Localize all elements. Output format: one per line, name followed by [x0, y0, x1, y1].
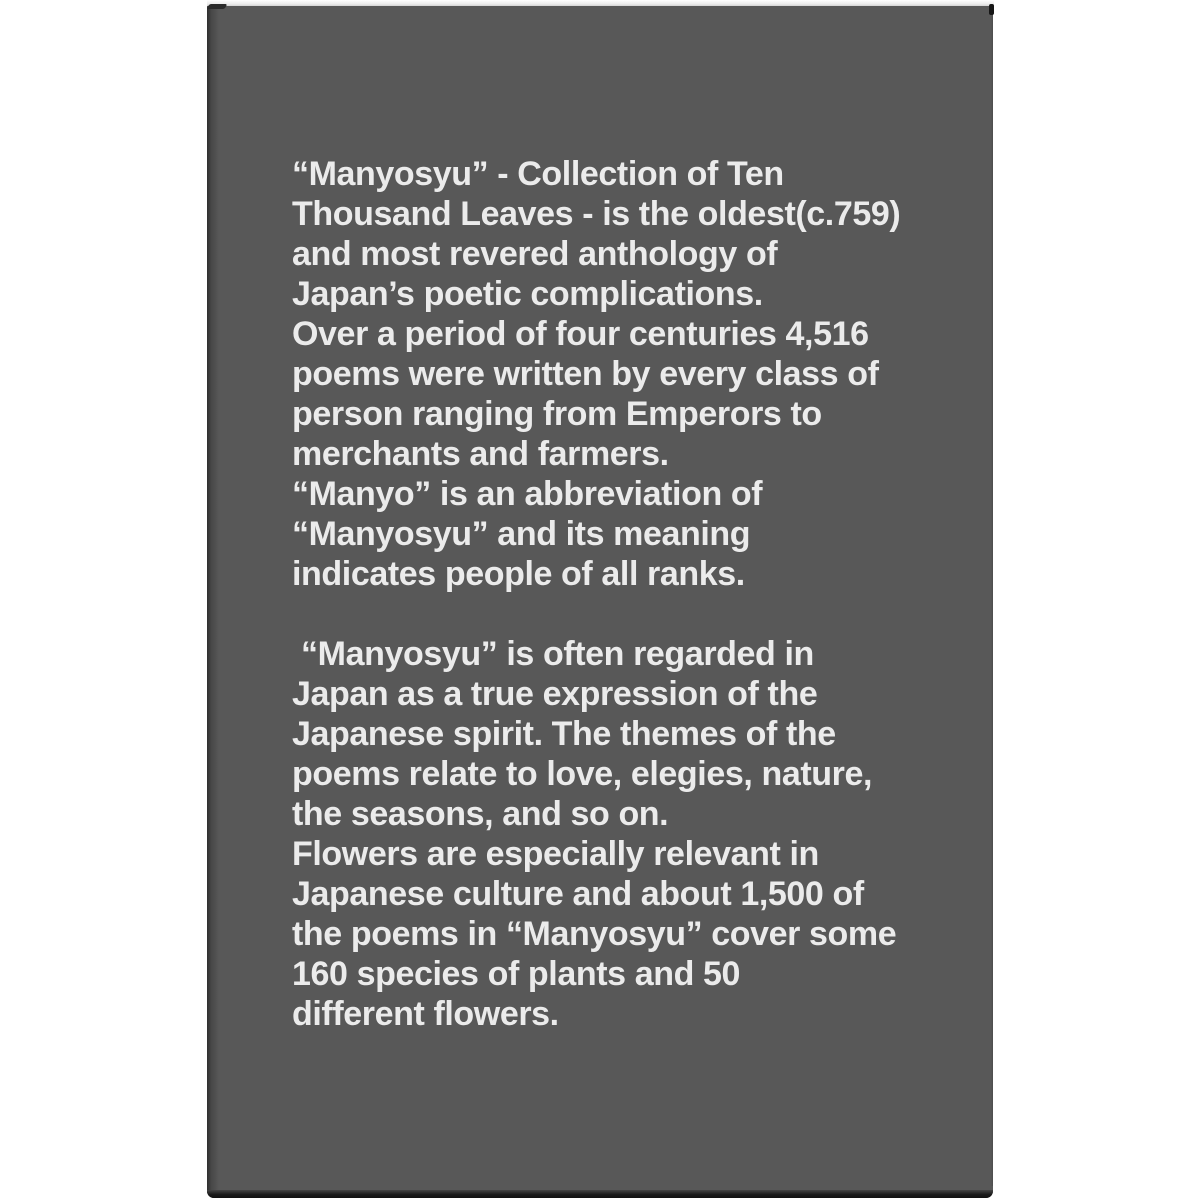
text-line: “Manyosyu” and its meaning [292, 515, 751, 553]
text-line: “Manyosyu” - Collection of Ten [292, 155, 784, 193]
text-line: poems were written by every class of [292, 355, 879, 393]
canvas-top-right-notch [989, 4, 994, 15]
text-line: “Manyo” is an abbreviation of [292, 475, 763, 513]
description-text-block [292, 154, 997, 1034]
text-line: Japan’s poetic complications. [292, 275, 763, 313]
text-line: poems relate to love, elegies, nature, [292, 755, 873, 793]
canvas-print [207, 6, 993, 1198]
text-line: Japanese culture and about 1,500 of [292, 875, 864, 913]
text-line: Flowers are especially relevant in [292, 835, 819, 873]
text-line: Japanese spirit. The themes of the [292, 715, 836, 753]
text-line: merchants and farmers. [292, 435, 669, 473]
text-line: Over a period of four centuries 4,516 [292, 315, 869, 353]
text-line: “Manyosyu” is often regarded in [292, 635, 814, 673]
text-line: 160 species of plants and 50 [292, 955, 740, 993]
text-line: and most revered anthology of [292, 235, 778, 273]
text-line: different flowers. [292, 995, 559, 1033]
canvas-bottom-edge [207, 1190, 993, 1198]
text-line: the seasons, and so on. [292, 795, 669, 833]
text-line: indicates people of all ranks. [292, 555, 745, 593]
canvas-left-edge [207, 6, 219, 1198]
text-line-blank [292, 594, 997, 634]
text-line: the poems in “Manyosyu” cover some [292, 915, 897, 953]
text-line: person ranging from Emperors to [292, 395, 822, 433]
text-line: Japan as a true expression of the [292, 675, 818, 713]
text-line: Thousand Leaves - is the oldest(c.759) [292, 195, 901, 233]
canvas-top-left-notch [207, 4, 228, 9]
